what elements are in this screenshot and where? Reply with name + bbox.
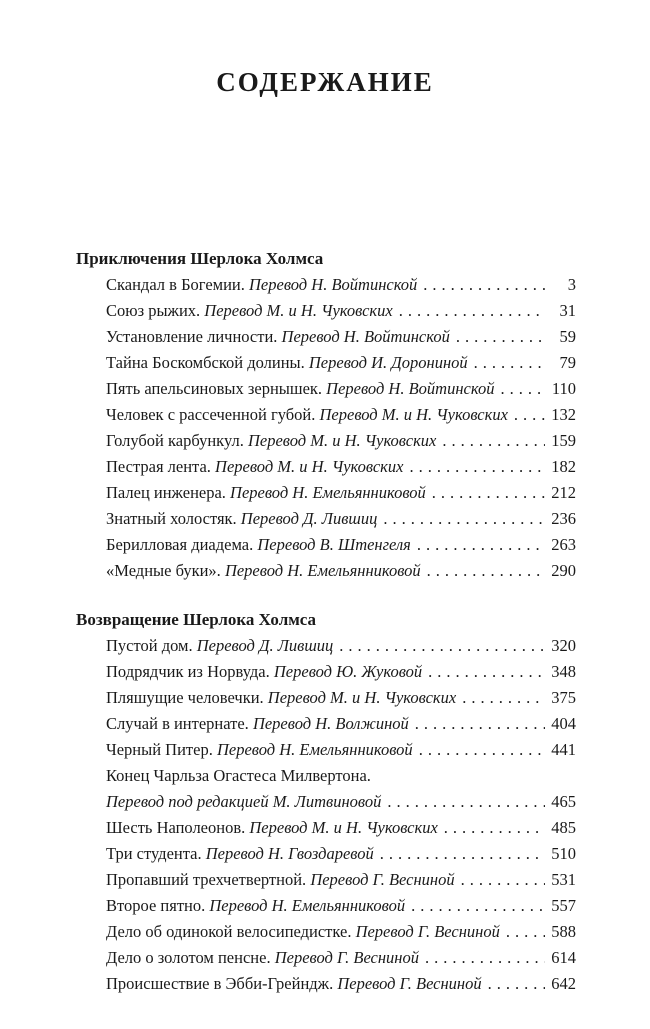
entry-title: «Медные буки».: [106, 561, 221, 580]
entry-title: Три студента.: [106, 844, 202, 863]
entry-translator: Перевод М. и Н. Чуковских: [204, 301, 393, 320]
toc-entry-text: [106, 350, 468, 376]
dot-leader: [423, 272, 545, 298]
entry-translator: Перевод Н. Войтинской: [281, 327, 450, 346]
toc-entry-text: [106, 402, 508, 428]
toc-entry: [76, 893, 576, 919]
entry-page-number: 588: [551, 922, 576, 941]
toc-entry: [76, 298, 576, 324]
toc-entry-text: [106, 376, 494, 402]
entry-translator: Перевод Н. Емельянниковой: [224, 561, 421, 580]
dot-leader: [506, 919, 545, 945]
entry-page-number: 3: [567, 275, 576, 294]
dot-leader: [432, 480, 545, 506]
dot-leader: [514, 402, 545, 428]
toc-entry-text: [106, 659, 422, 685]
entry-translator: Перевод Г. Весниной: [337, 974, 482, 993]
dot-leader: [411, 893, 545, 919]
section-header: Возвращение Шерлока Холмса: [76, 610, 317, 629]
entry-title: Подрядчик из Норвуда.: [106, 662, 270, 681]
toc-entry-text: [106, 633, 333, 659]
toc-entry-text: [106, 971, 482, 997]
entry-translator: Перевод Г. Весниной: [355, 922, 500, 941]
entry-page-number: 236: [551, 509, 576, 528]
toc-entry: [76, 685, 576, 711]
dot-leader: [409, 454, 545, 480]
dot-leader: [500, 376, 545, 402]
page-title: СОДЕРЖАНИЕ: [216, 67, 434, 97]
toc-entry-text: [106, 945, 419, 971]
entry-title: Знатный холостяк.: [106, 509, 237, 528]
entry-page-number: 263: [551, 535, 576, 554]
entry-page-number: 110: [551, 379, 576, 398]
entry-translator: Перевод М. и Н. Чуковских: [249, 818, 438, 837]
toc-entry-text: [106, 558, 421, 584]
toc-entry-text: [106, 919, 500, 945]
entry-title: Берилловая диадема.: [106, 535, 254, 554]
entry-page-number: 510: [551, 844, 576, 863]
dot-leader: [419, 737, 545, 763]
toc-entry-text: [106, 480, 426, 506]
toc-entry-text: [106, 711, 409, 737]
entry-title: Палец инженера.: [106, 483, 226, 502]
toc-entry: [76, 815, 576, 841]
entry-translator: Перевод Н. Гвоздаревой: [205, 844, 374, 863]
dot-leader: [380, 841, 545, 867]
entry-translator: Перевод Н. Волжиной: [252, 714, 409, 733]
entry-page-number: 614: [551, 948, 576, 967]
entry-translator: Перевод под редакцией М. Литвиновой: [106, 792, 382, 811]
toc-entry: [76, 350, 576, 376]
entry-translator: Перевод Н. Емельянниковой: [230, 483, 426, 502]
entry-translator: Перевод Д. Лившиц: [196, 636, 334, 655]
dot-leader: [428, 659, 545, 685]
dot-leader: [399, 298, 545, 324]
dot-leader: [474, 350, 545, 376]
toc-entry-text: [106, 789, 381, 815]
toc-entry: [76, 324, 576, 350]
entry-title: Черный Питер.: [106, 740, 213, 759]
toc-entry-text: [106, 428, 436, 454]
entry-title: Второе пятно.: [106, 896, 206, 915]
entry-title: Пестрая лента.: [106, 457, 211, 476]
toc-entry: [76, 376, 576, 402]
entry-translator: Перевод Ю. Жуковой: [273, 662, 423, 681]
toc-entry-text: [106, 893, 405, 919]
section-header: Приключения Шерлока Холмса: [76, 249, 324, 268]
entry-page-number: 465: [551, 792, 576, 811]
toc-section: [76, 246, 576, 584]
entry-title: Пляшущие человечки.: [106, 688, 264, 707]
entry-translator: Перевод М. и Н. Чуковских: [247, 431, 437, 450]
toc-entry: [76, 867, 576, 893]
entry-title: Дело об одинокой велосипедистке.: [106, 922, 352, 941]
toc-entry: [76, 428, 576, 454]
entry-translator: Перевод М. и Н. Чуковских: [267, 688, 457, 707]
entry-translator: Перевод Н. Емельянниковой: [216, 740, 413, 759]
entry-page-number: 320: [551, 636, 576, 655]
entry-translator: Перевод Д. Лившиц: [240, 509, 378, 528]
toc-entry: [76, 402, 576, 428]
entry-title: Происшествие в Эбби-Грейндж.: [106, 974, 334, 993]
toc-entry: [76, 711, 576, 737]
toc-entry: [76, 659, 576, 685]
toc-entry-text: [106, 841, 374, 867]
entry-page-number: 404: [551, 714, 576, 733]
toc-entry: [76, 945, 576, 971]
toc-entry: [76, 454, 576, 480]
entry-title: Установление личности.: [106, 327, 278, 346]
dot-leader: [383, 506, 545, 532]
dot-leader: [425, 945, 545, 971]
toc-entry: [76, 841, 576, 867]
entry-title: Случай в интернате.: [106, 714, 249, 733]
entry-translator: Перевод Н. Войтинской: [249, 275, 418, 294]
entry-title: Союз рыжих.: [106, 301, 201, 320]
entry-page-number: 290: [551, 561, 576, 580]
toc-entry: [76, 558, 576, 584]
entry-page-number: 159: [551, 431, 576, 450]
toc-entry-text: [106, 815, 438, 841]
toc-entry: [76, 272, 576, 298]
toc-entry-text: [106, 506, 377, 532]
toc-entry: [76, 532, 576, 558]
entry-translator: Перевод Г. Весниной: [310, 870, 455, 889]
entry-page-number: 348: [551, 662, 576, 681]
dot-leader: [462, 685, 545, 711]
entry-page-number: 31: [559, 301, 576, 320]
entry-translator: Перевод М. и Н. Чуковских: [215, 457, 404, 476]
entry-page-number: 59: [559, 327, 576, 346]
toc: [76, 246, 576, 997]
entry-page-number: 132: [551, 405, 576, 424]
entry-title: Скандал в Богемии.: [106, 275, 245, 294]
toc-entry: [76, 480, 576, 506]
entry-translator: Перевод И. Дорониной: [308, 353, 468, 372]
toc-entry: [76, 763, 576, 789]
toc-entry: [76, 737, 576, 763]
entry-translator: Перевод Н. Войтинской: [326, 379, 495, 398]
toc-entry: [76, 919, 576, 945]
entry-title: Конец Чарльза Огастеса Милвертона.: [106, 766, 371, 785]
dot-leader: [387, 789, 545, 815]
toc-entry-text: [106, 324, 450, 350]
entry-page-number: 642: [551, 974, 576, 993]
entry-title: Пять апельсиновых зернышек.: [106, 379, 323, 398]
dot-leader: [417, 532, 545, 558]
toc-entry: [76, 789, 576, 815]
dot-leader: [461, 867, 545, 893]
entry-title: Человек с рассеченной губой.: [106, 405, 316, 424]
dot-leader: [488, 971, 545, 997]
toc-entry: [76, 971, 576, 997]
toc-entry-text: [106, 737, 413, 763]
entry-title: Голубой карбункул.: [106, 431, 244, 450]
toc-entry-text: [106, 272, 417, 298]
entry-page-number: 375: [551, 688, 576, 707]
toc-entry-text: [106, 763, 371, 789]
entry-page-number: 212: [551, 483, 576, 502]
toc-entry-text: [106, 532, 411, 558]
entry-page-number: 485: [551, 818, 576, 837]
dot-leader: [415, 711, 545, 737]
entry-page-number: 441: [551, 740, 576, 759]
entry-translator: Перевод Н. Емельянниковой: [209, 896, 406, 915]
entry-page-number: 182: [551, 457, 576, 476]
entry-translator: Перевод М. и Н. Чуковских: [319, 405, 508, 424]
toc-entry-text: [106, 298, 393, 324]
toc-entry: [76, 506, 576, 532]
entry-title: Дело о золотом пенсне.: [106, 948, 271, 967]
entry-translator: Перевод В. Штенгеля: [257, 535, 411, 554]
dot-leader: [444, 815, 545, 841]
toc-entry-text: [106, 867, 455, 893]
dot-leader: [339, 633, 545, 659]
dot-leader: [456, 324, 545, 350]
entry-translator: Перевод Г. Весниной: [274, 948, 419, 967]
entry-title: Пропавший трехчетвертной.: [106, 870, 307, 889]
dot-leader: [442, 428, 545, 454]
entry-page-number: 531: [551, 870, 576, 889]
toc-entry-text: [106, 454, 403, 480]
entry-page-number: 79: [559, 353, 576, 372]
entry-page-number: 557: [551, 896, 576, 915]
dot-leader: [427, 558, 545, 584]
entry-title: Шесть Наполеонов.: [106, 818, 246, 837]
toc-section: [76, 607, 576, 997]
toc-entry: [76, 633, 576, 659]
entry-title: Пустой дом.: [106, 636, 193, 655]
toc-entry-text: [106, 685, 456, 711]
entry-title: Тайна Боскомбской долины.: [106, 353, 305, 372]
